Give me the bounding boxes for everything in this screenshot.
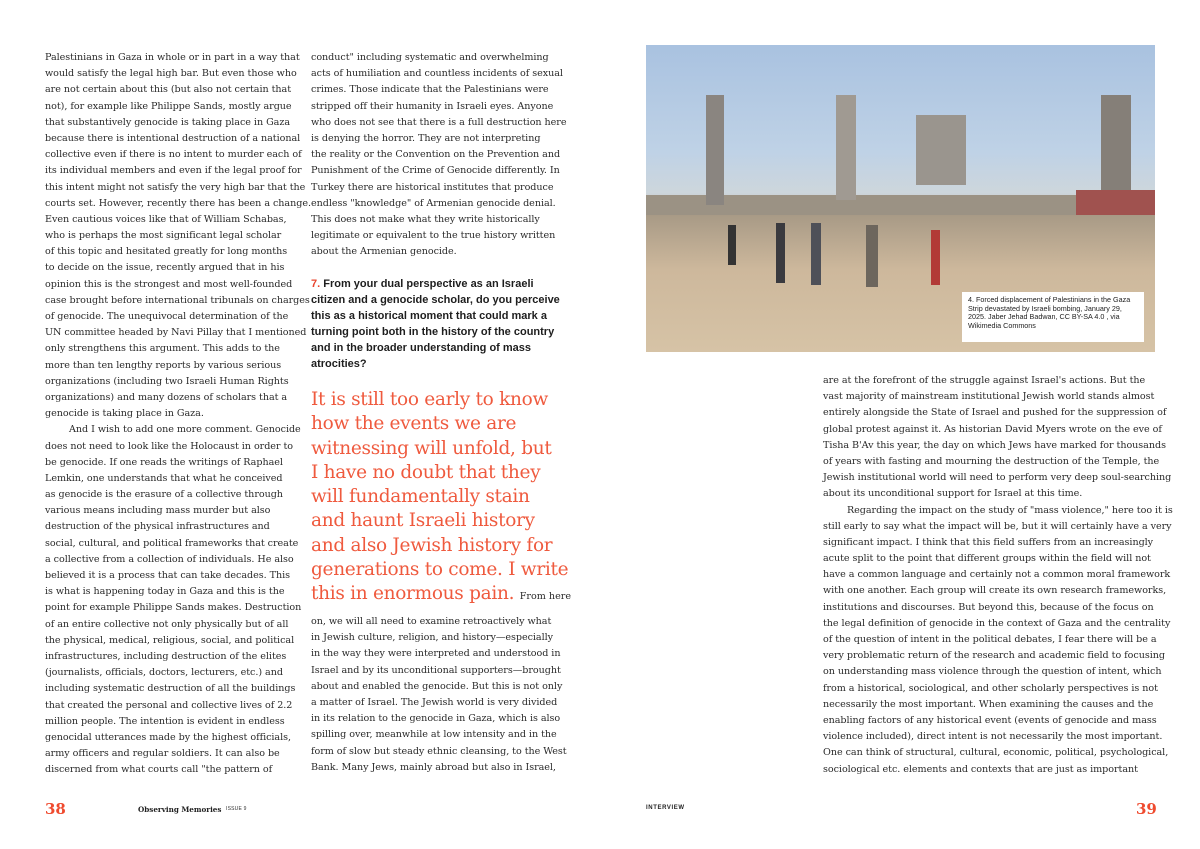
text-line: who does not see that there is a full destruction here: [311, 116, 567, 128]
question-line: [311, 276, 561, 292]
question-text: citizen and a genocide scholar, do you perceive: [311, 294, 560, 306]
text-line: significant impact. I think that this field suffers from an increasingly: [823, 536, 1154, 548]
text-line: case brought before international tribunals on charges: [45, 294, 310, 306]
body-continuation: From here: [519, 591, 572, 603]
text-line: would satisfy the legal high bar. But even those who: [45, 68, 297, 80]
caption-line: Wikimedia Commons: [968, 320, 1036, 330]
pull-quote-text: It is still too early to know: [311, 389, 548, 410]
text-line: endless "knowledge" of Armenian genocide denial.: [311, 197, 556, 209]
text-line: are at the forefront of the struggle against Israel's actions. But the: [823, 375, 1146, 386]
text-line: genocidal utterances made by the highest officials,: [45, 731, 291, 743]
text-line: And I wish to add one more comment. Genocide: [69, 424, 301, 436]
text-line: vast majority of mainstream institutional Jewish world stands almost: [823, 391, 1155, 403]
text-line: as genocide is the erasure of a collective through: [45, 489, 283, 501]
pull-quote-line: [311, 388, 561, 412]
text-line: necessarily the most important. When examining the causes and the: [823, 698, 1154, 710]
text-line: opinion this is the strongest and most well-founded: [45, 278, 293, 290]
text-line: Tisha B'Av this year, the day on which Jews have marked for thousands: [823, 439, 1166, 451]
text-line: of an entire collective not only physically but of all: [45, 618, 289, 630]
question-text: turning point both in the history of the country: [311, 326, 555, 338]
pull-quote: [311, 388, 572, 607]
pull-quote-line: [311, 509, 561, 533]
text-line: about its unconditional support for Israel at this time.: [823, 488, 1083, 500]
section-label: INTERVIEW: [646, 805, 685, 811]
interview-question: [311, 276, 561, 372]
pull-quote-line: [311, 534, 561, 558]
text-line: collective even if there is no intent to murder each of: [45, 149, 302, 161]
text-line: this intent might not satisfy the very high bar that the: [45, 181, 306, 193]
text-line: stripped off their humanity in Israeli eyes. Anyone: [311, 100, 554, 112]
text-line: very problematic return of the research and academic field to focusing: [823, 650, 1165, 662]
pull-quote-line: [311, 461, 561, 485]
text-line: the legal definition of genocide in the context of Gaza and the centrality: [823, 617, 1171, 629]
text-line: various means including mass murder but also: [45, 505, 271, 517]
text-line: the physical, medical, religious, social, and political: [45, 634, 295, 646]
text-line: of the question of intent in the political debates, I fear there will be a: [823, 634, 1157, 645]
pull-quote-text: and haunt Israeli history: [311, 510, 535, 532]
text-line: discerned from what courts call "the pattern of: [45, 764, 273, 776]
text-line: is what is happening today in Gaza and this is the: [45, 586, 285, 598]
text-line: spilling over, meanwhile at low intensity and in the: [311, 729, 557, 741]
text-line: have a common language and certainly not a common moral framework: [823, 569, 1171, 581]
text-line: (journalists, officials, doctors, lecturers, etc.) and: [45, 667, 283, 679]
question-text: this as a historical moment that could mark a: [311, 310, 547, 322]
text-line: does not need to look like the Holocaust in order to: [45, 440, 293, 452]
text-line: acute split to the point that different groups within the field will not: [823, 553, 1151, 565]
magazine-title: Observing Memories: [138, 805, 222, 814]
text-line: in its relation to the genocide in Gaza, which is also: [311, 713, 561, 725]
caption-line: 4. Forced displacement of Palestinians in the Gaza: [968, 295, 1131, 304]
text-line: about and enabled the genocide. But this is not only: [311, 680, 563, 692]
text-line: a collective from a collection of individuals. He also: [45, 553, 294, 565]
text-line: because there is intentional destruction of a national: [45, 132, 301, 144]
question-text: atrocities?: [311, 358, 367, 370]
text-line: the reality or the Convention on the Prevention and: [311, 149, 561, 161]
question-text: From your dual perspective as an Israeli: [323, 278, 534, 290]
question-line: [311, 340, 561, 356]
text-line: of years with fasting and mourning the destruction of the Temple, the: [823, 455, 1160, 467]
text-line: Even cautious voices like that of William Schabas,: [45, 213, 287, 225]
pull-quote-text: witnessing will unfold, but: [311, 437, 552, 459]
text-line: global protest against it. As historian David Myers wrote on the eve of: [823, 423, 1162, 435]
text-line: crimes. Those indicate that the Palestinians were: [311, 84, 549, 96]
text-line: Jewish institutional world will need to perform very deep soul-searching: [823, 472, 1172, 484]
text-line: with one another. Each group will create its own research frameworks,: [823, 585, 1167, 597]
text-line: conduct" including systematic and overwhelming: [311, 52, 549, 63]
text-line: sociological etc. elements and contexts that are just as important: [823, 763, 1138, 775]
text-line: more than ten lengthy reports by various serious: [45, 359, 282, 371]
pull-quote-line: [311, 582, 572, 606]
text-line: Israel and by its unconditional supporters—brought: [311, 664, 561, 676]
text-line: destruction of the physical infrastructures and: [45, 521, 270, 533]
pull-quote-text: this in enormous pain.: [311, 583, 515, 605]
text-line: including systematic destruction of all the buildings: [45, 683, 296, 695]
pull-quote-text: how the events we are: [311, 413, 517, 435]
text-line: infrastructures, including destruction of the elites: [45, 650, 287, 662]
text-line: social, cultural, and political frameworks that create: [45, 537, 299, 549]
pull-quote-line: [311, 412, 561, 436]
question-line: [311, 356, 561, 372]
text-line: is denying the horror. They are not interpreting: [311, 132, 541, 144]
pull-quote-text: I have no doubt that they: [311, 461, 541, 483]
text-line: legitimate or equivalent to the true history written: [311, 230, 556, 242]
photo-caption: [962, 292, 1144, 342]
text-line: Bank. Many Jews, mainly abroad but also in Israel,: [311, 761, 556, 773]
text-line: its individual members and even if the legal proof for: [45, 165, 302, 177]
text-line: Punishment of the Crime of Genocide differently. In: [311, 165, 560, 177]
text-line: organizations (including two Israeli Human Rights: [45, 375, 289, 387]
text-line: violence included), direct intent is not necessarily the most important.: [823, 731, 1163, 743]
text-line: who is perhaps the most significant legal scholar: [45, 230, 282, 242]
right-column: [823, 373, 1173, 778]
page-number-right: 39: [1136, 800, 1157, 818]
page-number-left: 38: [45, 800, 66, 818]
text-line: Turkey there are historical institutes that produce: [311, 181, 554, 193]
text-line: in Jewish culture, religion, and history—especially: [311, 632, 554, 644]
text-line: only strengthens this argument. This adds to the: [45, 343, 280, 355]
text-line: that created the personal and collective lives of 2.2: [45, 699, 293, 711]
text-line: from a historical, sociological, and other scholarly perspectives is not: [823, 682, 1158, 694]
left-column-2-top: [311, 50, 567, 260]
pull-quote-line: [311, 558, 569, 582]
text-line: a matter of Israel. The Jewish world is very divided: [311, 696, 558, 708]
text-line: on, we will all need to examine retroactively what: [311, 616, 552, 627]
left-column-1: [45, 50, 311, 778]
text-line: million people. The intention is evident in endless: [45, 715, 285, 727]
issue-label: ISSUE 9: [226, 806, 247, 812]
pull-quote-text: will fundamentally stain: [311, 486, 530, 508]
text-line: entirely alongside the State of Israel and pushed for the suppression of: [823, 407, 1167, 419]
question-line: [311, 292, 561, 308]
pull-quote-line: [311, 437, 561, 461]
caption-line: 2025. Jaber Jehad Badwan, CC BY-SA 4.0 , via: [968, 312, 1120, 322]
text-line: point for example Philippe Sands makes. Destruction: [45, 602, 302, 614]
left-column-2-bottom: [311, 614, 567, 776]
text-line: genocide is taking place in Gaza.: [45, 408, 204, 420]
text-line: still early to say what the impact will be, but it will certainly have a very: [823, 520, 1172, 532]
question-line: [311, 324, 561, 340]
caption-line: Strip devastated by Israeli bombing, January 29,: [968, 303, 1122, 313]
text-line: acts of humiliation and countless incidents of sexual: [311, 68, 563, 80]
text-line: believed it is a process that can take decades. This: [45, 570, 290, 581]
text-line: in the way they were interpreted and understood in: [311, 648, 561, 660]
text-line: One can think of structural, cultural, economic, political, psychological,: [823, 747, 1169, 759]
text-line: about the Armenian genocide.: [311, 246, 457, 258]
text-line: enabling factors of any historical event (events of genocide and mass: [823, 714, 1157, 726]
pull-quote-line: [311, 485, 561, 509]
pull-quote-text: generations to come. I write: [311, 559, 569, 581]
text-line: of this topic and hesitated greatly for long months: [45, 246, 288, 258]
text-line: army officers and regular soldiers. It can also be: [45, 748, 280, 760]
text-line: Palestinians in Gaza in whole or in part in a way that: [45, 52, 300, 63]
text-line: on understanding mass violence through the question of intent, which: [823, 666, 1162, 678]
text-line: not), for example like Philippe Sands, mostly argue: [45, 100, 292, 112]
text-line: courts set. However, recently there has been a change.: [45, 197, 311, 209]
text-line: be genocide. If one reads the writings of Raphael: [45, 456, 283, 468]
question-number: 7.: [311, 278, 321, 290]
text-line: This does not make what they write historically: [311, 213, 540, 225]
text-line: are not certain about this (but also not certain that: [45, 84, 292, 96]
question-line: [311, 308, 561, 324]
text-line: organizations) and many dozens of scholars that a: [45, 391, 288, 403]
text-line: Regarding the impact on the study of "mass violence," here too it is: [847, 504, 1173, 516]
text-line: Lemkin, one understands that what he conceived: [45, 472, 283, 484]
question-text: and in the broader understanding of mass: [311, 342, 532, 354]
text-line: institutions and discourses. But beyond this, because of the focus on: [823, 601, 1154, 613]
text-line: that substantively genocide is taking place in Gaza: [45, 116, 291, 128]
text-line: to decide on the issue, recently argued that in his: [45, 262, 285, 274]
pull-quote-text: and also Jewish history for: [311, 534, 553, 556]
text-line: form of slow but steady ethnic cleansing, to the West: [311, 745, 567, 757]
text-line: of genocide. The unequivocal determination of the: [45, 311, 289, 322]
text-line: UN committee headed by Navi Pillay that I mentioned: [45, 327, 307, 339]
